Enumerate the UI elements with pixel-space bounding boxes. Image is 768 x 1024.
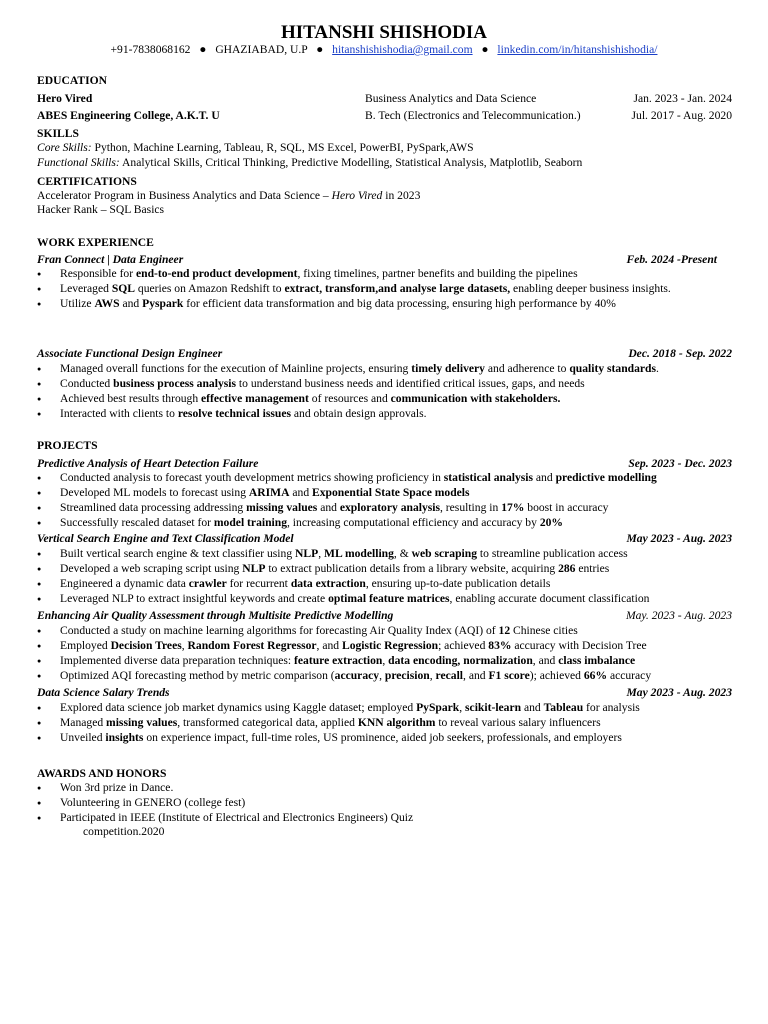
text: . <box>656 362 659 375</box>
email-link[interactable]: hitanshishishodia@gmail.com <box>332 43 473 56</box>
bold-text: statistical analysis <box>443 471 534 484</box>
bullet-item <box>37 267 737 282</box>
bold-text: Tableau <box>543 701 584 714</box>
text: , enabling accurate document classification <box>449 591 650 605</box>
bold-text: data encoding, normalization <box>388 653 533 667</box>
text: , ensuring up-to-date publication details <box>365 576 551 590</box>
text: on experience impact, full-time roles, US prominence, aided job seekers, professionals, and employers <box>143 730 622 744</box>
bold-text: ARIMA <box>248 485 290 499</box>
bullet-item <box>37 624 737 639</box>
bullet-item <box>37 639 737 654</box>
functional-skills-list: Analytical Skills, Critical Thinking, Predictive Modelling, Statistical Analysis, Matplotlib, Seaborn <box>122 156 583 169</box>
bullet-item <box>37 501 737 516</box>
text: Engineered a dynamic data <box>60 576 189 590</box>
education-row <box>37 92 732 107</box>
text: Responsible for <box>60 267 136 280</box>
text: , and <box>532 653 559 667</box>
text: , and <box>463 668 489 682</box>
bullet-item <box>37 731 737 746</box>
project-dates: May. 2023 - Aug. 2023 <box>625 609 732 622</box>
core-skills-list: Python, Machine Learning, Tableau, R, SQL, MS Excel, PowerBI, PySpark,AWS <box>94 141 474 154</box>
text: , <box>181 638 188 652</box>
bold-text: class imbalance <box>558 653 636 667</box>
bold-text: precision <box>384 668 430 682</box>
program-name: B. Tech (Electronics and Telecommunication.) <box>365 109 581 122</box>
education-dates: Jul. 2017 - Aug. 2020 <box>631 109 732 122</box>
bold-text: web scraping <box>411 547 478 560</box>
education-row <box>37 109 732 124</box>
text: , increasing computational efficiency and accuracy by <box>287 515 540 529</box>
text: and <box>521 701 544 714</box>
bold-text: KNN algorithm <box>357 715 436 729</box>
bullet-item <box>37 377 737 392</box>
text: Unveiled <box>60 730 106 744</box>
bullet-separator: ● <box>481 43 489 56</box>
bold-text: PySpark <box>416 701 460 714</box>
bold-text: predictive modelling <box>555 471 657 484</box>
text: Explored data science job market dynamics using Kaggle dataset; employed <box>60 701 417 714</box>
bold-text: Random Forest Regressor <box>187 638 317 652</box>
functional-skills <box>37 156 582 171</box>
job-header <box>37 253 732 268</box>
phone-number: +91-7838068162 <box>110 43 191 56</box>
text: Developed a web scraping script using <box>60 561 243 575</box>
bold-text: effective management <box>201 391 309 405</box>
bold-text: exploratory analysis <box>339 500 440 514</box>
project-dates: May 2023 - Aug. 2023 <box>626 686 732 699</box>
text: , resulting in <box>440 500 502 514</box>
bold-text: accuracy <box>334 668 380 682</box>
certification-item <box>37 189 420 204</box>
bold-text: timely delivery <box>411 362 485 375</box>
text: Implemented diverse data preparation techniques: <box>60 653 295 667</box>
bullet-item <box>37 716 737 731</box>
text: to streamline publication access <box>477 547 628 560</box>
award-item: ● Participated in IEEE (Institute of Electrical and Electronics Engineers) Quiz <box>37 811 737 826</box>
certifications-heading: CERTIFICATIONS <box>37 175 137 188</box>
bold-text: business process analysis <box>113 376 236 390</box>
job-role: Associate Functional Design Engineer <box>37 347 223 360</box>
text: to understand business needs and identified critical issues, gaps, and needs <box>236 376 585 390</box>
awards-heading: AWARDS AND HONORS <box>37 767 167 780</box>
award-item: ● Won 3rd prize in Dance. <box>37 781 737 796</box>
project-header <box>37 686 732 701</box>
job-bullets <box>37 267 737 312</box>
bold-text: insights <box>105 730 144 744</box>
text: Streamlined data processing addressing <box>60 500 247 514</box>
bold-text: NLP <box>295 547 319 560</box>
job-role: Fran Connect | Data Engineer <box>37 253 184 266</box>
text: , <box>429 668 436 682</box>
text: and <box>289 485 313 499</box>
candidate-name: HITANSHI SHISHODIA <box>280 22 488 43</box>
text: , <box>459 701 466 714</box>
bold-text: missing values <box>246 500 318 514</box>
project-header <box>37 532 732 547</box>
bullet-item <box>37 362 737 377</box>
program-name: Business Analytics and Data Science <box>365 92 537 105</box>
text: and <box>317 500 340 514</box>
bullet-item <box>37 562 737 577</box>
text: entries <box>575 561 610 575</box>
bold-text: 17% <box>501 500 525 514</box>
text: , fixing timelines, partner benefits and building the pipelines <box>297 267 578 280</box>
text: for recurrent <box>226 576 291 590</box>
bullet-item <box>37 407 737 422</box>
text: enabling deeper business insights. <box>510 281 671 295</box>
project-name: Predictive Analysis of Heart Detection Failure <box>37 457 259 470</box>
bold-text: resolve technical issues <box>177 406 291 420</box>
projects-heading: PROJECTS <box>37 439 98 452</box>
text: to reveal various salary influencers <box>435 715 601 729</box>
bullet-separator: ● <box>316 43 324 56</box>
bold-text: 286 <box>558 561 576 575</box>
bullet-separator: ● <box>199 43 207 56</box>
certification-item: Hacker Rank – SQL Basics <box>37 203 165 216</box>
bold-text: end-to-end product development <box>136 267 298 280</box>
text: Successfully rescaled dataset for <box>60 515 214 529</box>
education-heading: EDUCATION <box>37 74 107 87</box>
text: , and <box>316 638 342 652</box>
core-skills <box>37 141 474 156</box>
text: accuracy <box>607 668 652 682</box>
project-name: Data Science Salary Trends <box>37 686 170 699</box>
school-name: Hero Vired <box>37 92 93 105</box>
bold-text: AWS <box>94 296 120 310</box>
linkedin-link[interactable]: linkedin.com/in/hitanshishishodia/ <box>497 43 658 56</box>
bold-text: Pyspark <box>142 296 184 310</box>
bold-text: feature extraction <box>294 653 383 667</box>
project-dates: Sep. 2023 - Dec. 2023 <box>628 457 732 470</box>
awards-list <box>37 781 737 826</box>
text: Utilize <box>60 296 95 310</box>
bold-text: data extraction <box>290 576 366 590</box>
text: Conducted a study on machine learning algorithms for forecasting Air Quality Index (AQI) of <box>60 624 499 637</box>
bold-text: quality standards <box>569 362 656 375</box>
text: Conducted analysis to forecast youth development metrics showing proficiency in <box>60 471 444 484</box>
bold-text: missing values <box>106 715 178 729</box>
award-item: ● Volunteering in GENERO (college fest) <box>37 796 737 811</box>
project-header <box>37 457 732 472</box>
bold-text: communication with stakeholders. <box>390 391 561 405</box>
bold-text: 20% <box>539 515 563 529</box>
school-name: ABES Engineering College, A.K.T. U <box>37 109 220 122</box>
bold-text: Logistic Regression <box>341 638 439 652</box>
bold-text: extract, transform,and analyse large datasets, <box>284 281 511 295</box>
bold-text: crawler <box>188 576 227 590</box>
bold-text: Exponential State Space models <box>312 485 470 499</box>
job-bullets <box>37 362 737 422</box>
text: of resources and <box>308 391 391 405</box>
text: ); achieved <box>529 668 584 682</box>
location: GHAZIABAD, U.P <box>215 43 308 56</box>
text: and adherence to <box>484 362 570 375</box>
text: queries on Amazon Redshift to <box>135 281 285 295</box>
bold-text: recall <box>435 668 464 682</box>
text: , transformed categorical data, applied <box>177 715 358 729</box>
text: , & <box>393 547 412 560</box>
text: and <box>119 296 143 310</box>
text: Achieved best results through <box>60 391 202 405</box>
project-bullets <box>37 547 737 607</box>
text: for efficient data transformation and big data processing, ensuring high performance by 40% <box>183 296 616 310</box>
bold-text: SQL <box>111 281 136 295</box>
text: Employed <box>60 638 111 652</box>
functional-skills-label: Functional Skills: <box>37 156 120 169</box>
text: ; achieved <box>438 638 489 652</box>
project-bullets <box>37 624 737 684</box>
text: and <box>533 471 556 484</box>
bullet-item <box>37 592 737 607</box>
certification-provider: Hero Vired <box>331 189 383 202</box>
text: for analysis <box>583 701 640 714</box>
project-bullets <box>37 701 737 746</box>
bold-text: model training <box>213 515 287 529</box>
text: Managed overall functions for the execution of Mainline projects, ensuring <box>60 362 412 375</box>
education-dates: Jan. 2023 - Jan. 2024 <box>633 92 732 105</box>
text: Built vertical search engine & text classifier using <box>60 547 296 560</box>
text: Conducted <box>60 376 114 390</box>
bullet-item <box>37 547 737 562</box>
core-skills-label: Core Skills: <box>37 141 92 154</box>
job-dates: Dec. 2018 - Sep. 2022 <box>628 347 732 360</box>
text: Leveraged NLP to extract insightful keywords and create <box>60 591 329 605</box>
text: boost in accuracy <box>524 500 609 514</box>
text: , <box>318 547 325 560</box>
bold-text: scikit-learn <box>465 701 522 714</box>
text: Managed <box>60 715 107 729</box>
text: Optimized AQI forecasting method by metric comparison ( <box>60 668 335 682</box>
certification-year: in 2023 <box>382 189 421 202</box>
project-bullets <box>37 471 737 531</box>
text: , <box>379 668 385 682</box>
project-name: Enhancing Air Quality Assessment through Multisite Predictive Modelling <box>37 609 394 622</box>
text: to extract publication details from a library website, acquiring <box>265 561 559 575</box>
bullet-item <box>37 516 737 531</box>
bold-text: F1 score <box>488 668 530 682</box>
project-name: Vertical Search Engine and Text Classification Model <box>37 532 294 545</box>
text: Interacted with clients to <box>60 406 178 420</box>
text: Developed ML models to forecast using <box>60 485 249 499</box>
bullet-item <box>37 297 737 312</box>
bold-text: ML modelling <box>324 547 394 560</box>
bold-text: Decision Trees <box>110 638 182 652</box>
bold-text: 12 <box>498 624 511 637</box>
award-item-continuation: competition.2020 <box>83 825 165 838</box>
job-header <box>37 347 732 362</box>
text: and obtain design approvals. <box>290 406 427 420</box>
bullet-item <box>37 392 737 407</box>
contact-line <box>0 43 768 57</box>
text: Chinese cities <box>510 624 578 637</box>
bold-text: NLP <box>242 561 266 575</box>
work-heading: WORK EXPERIENCE <box>37 236 154 249</box>
text: , <box>382 653 389 667</box>
bullet-item <box>37 486 737 501</box>
job-dates: Feb. 2024 -Present <box>626 253 717 266</box>
bold-text: optimal feature matrices <box>328 591 450 605</box>
bold-text: 66% <box>583 668 608 682</box>
bullet-item <box>37 654 737 669</box>
bullet-item <box>37 577 737 592</box>
project-header <box>37 609 732 624</box>
bullet-item <box>37 282 737 297</box>
skills-heading: SKILLS <box>37 127 79 140</box>
certification-text: Accelerator Program in Business Analytics and Data Science – <box>37 189 332 202</box>
project-dates: May 2023 - Aug. 2023 <box>626 532 732 545</box>
bold-text: 83% <box>488 638 512 652</box>
text: accuracy with Decision Tree <box>511 638 647 652</box>
bullet-item <box>37 669 737 684</box>
text: Leveraged <box>60 281 112 295</box>
bullet-item <box>37 701 737 716</box>
bullet-item <box>37 471 737 486</box>
